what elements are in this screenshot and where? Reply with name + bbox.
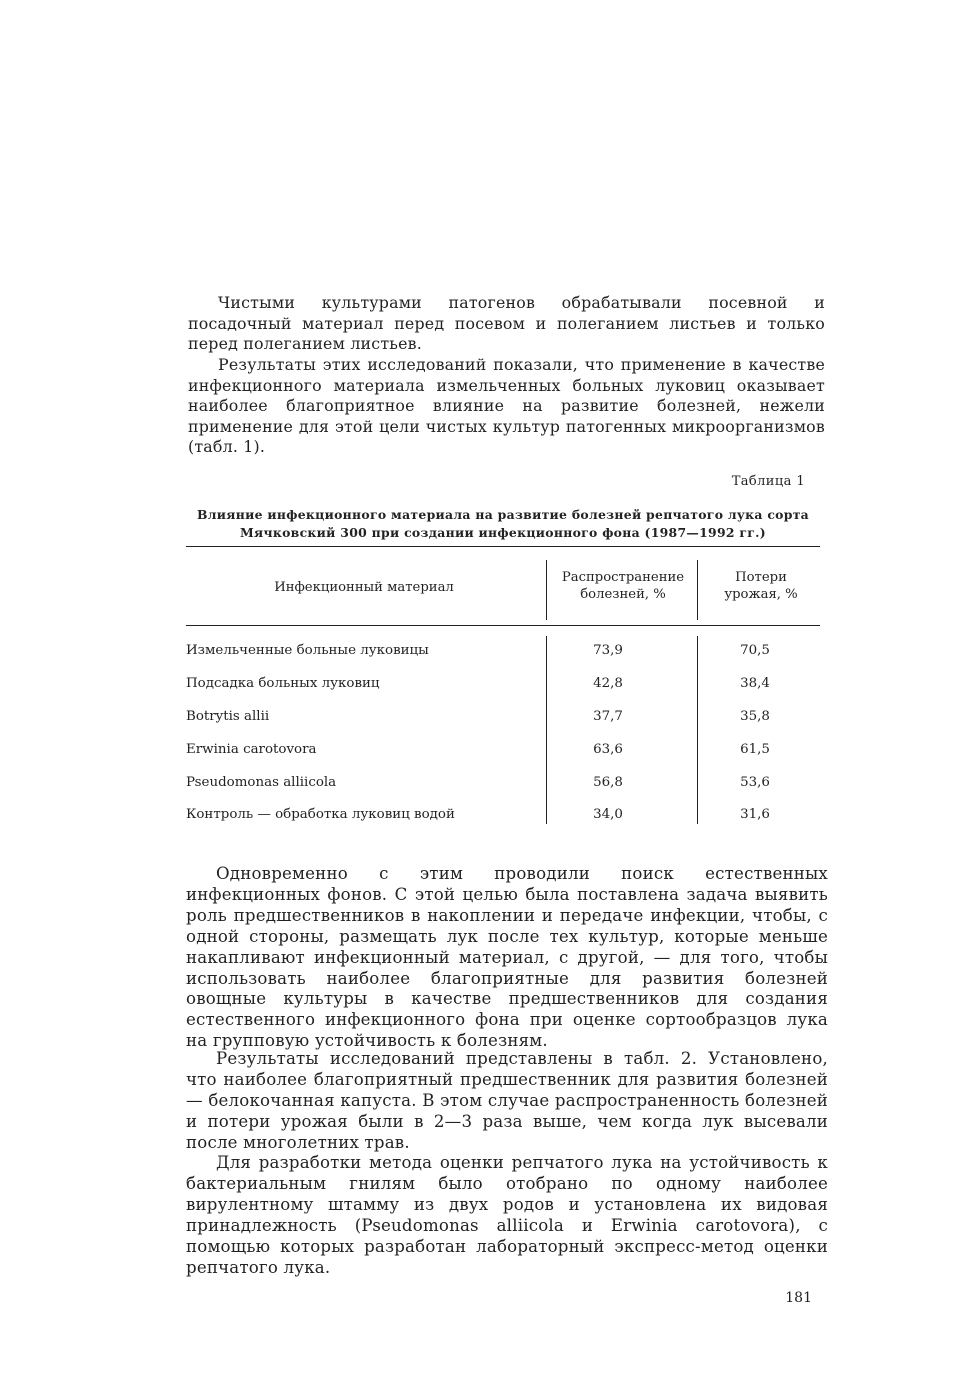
table-divider-1 — [546, 560, 547, 620]
row-material: Pseudomonas alliicola — [186, 775, 337, 790]
page-number: 181 — [785, 1290, 812, 1306]
table-top-rule — [186, 546, 820, 547]
body-paragraph-1: Одновременно с этим проводили поиск естественных инфекционных фонов. С этой целью была поставлена задача выявить роль предшественников в накоплении и передаче инфекции, чтобы, с одной стороны, размещать лук после тех культур, которые меньше накапливают инфекционный материал, с другой, — для того, чтобы использовать наиболее благоприятные для развития болезней овощные культуры в качестве предшественников для создания естественного инфекционного фона при оценке сортообразцов лука на групповую устойчивость к болезням. — [186, 864, 828, 1051]
row-loss: 53,6 — [740, 775, 770, 790]
table-divider-2-body — [697, 636, 698, 824]
table-row — [186, 807, 820, 827]
row-loss: 70,5 — [740, 643, 770, 658]
row-spread: 56,8 — [593, 775, 623, 790]
row-material: Подсадка больных луковиц — [186, 676, 380, 691]
row-material: Botrytis allii — [186, 709, 270, 724]
body-paragraph-2: Результаты исследований представлены в табл. 2. Установлено, что наиболее благоприятный предшественник для развития болезней — белокочанная капуста. В этом случае распространенность болезней и потери урожая были в 2—3 раза выше, чем когда лук высевали после многолетних трав. — [186, 1049, 828, 1152]
table-caption: Влияние инфекционного материала на развитие болезней репчатого лука сорта Мячковский 300 при создании инфекционного фона (1987—1992 гг.) — [196, 507, 810, 540]
row-spread: 42,8 — [593, 676, 623, 691]
table-row — [186, 742, 820, 762]
body-paragraph-3: Для разработки метода оценки репчатого лука на устойчивость к бактериальным гнилям было отобрано по одному наиболее вирулентному штамму из двух родов и установлена их видовая принадлежность (Pseudomonas alliicola и Erwinia carotovora), с помощью которых разработан лабораторный экспресс-метод оценки репчатого лука. — [186, 1153, 828, 1277]
table-row — [186, 676, 820, 696]
row-spread: 37,7 — [593, 709, 623, 724]
table-label: Таблица 1 — [731, 474, 805, 489]
table-divider-1-body — [546, 636, 547, 824]
row-loss: 35,8 — [740, 709, 770, 724]
row-spread: 34,0 — [593, 807, 623, 822]
header-loss: Потери урожая, % — [724, 570, 798, 602]
row-spread: 63,6 — [593, 742, 623, 757]
row-material: Erwinia carotovora — [186, 742, 317, 757]
header-spread: Распространение болезней, % — [561, 570, 685, 602]
row-loss: 31,6 — [740, 807, 770, 822]
table-row — [186, 643, 820, 663]
intro-paragraph-1: Чистыми культурами патогенов обрабатывали посевной и посадочный материал перед посевом и полеганием листьев и только перед полеганием листьев. — [188, 293, 825, 353]
row-loss: 38,4 — [740, 676, 770, 691]
table-header-rule — [186, 625, 820, 626]
row-loss: 61,5 — [740, 742, 770, 757]
row-spread: 73,9 — [593, 643, 623, 658]
intro-paragraph-2: Результаты этих исследований показали, что применение в качестве инфекционного материала измельченных больных луковиц оказывает наиболее благоприятное влияние на развитие болезней, нежели применение для этой цели чистых культур патогенных микроорганизмов (табл. 1). — [188, 355, 825, 456]
table-row — [186, 775, 820, 795]
row-material: Измельченные больные луковицы — [186, 643, 429, 658]
table-divider-2 — [697, 560, 698, 620]
row-material: Контроль — обработка луковиц водой — [186, 807, 455, 822]
header-material: Инфекционный материал — [274, 580, 454, 595]
table-row — [186, 709, 820, 729]
